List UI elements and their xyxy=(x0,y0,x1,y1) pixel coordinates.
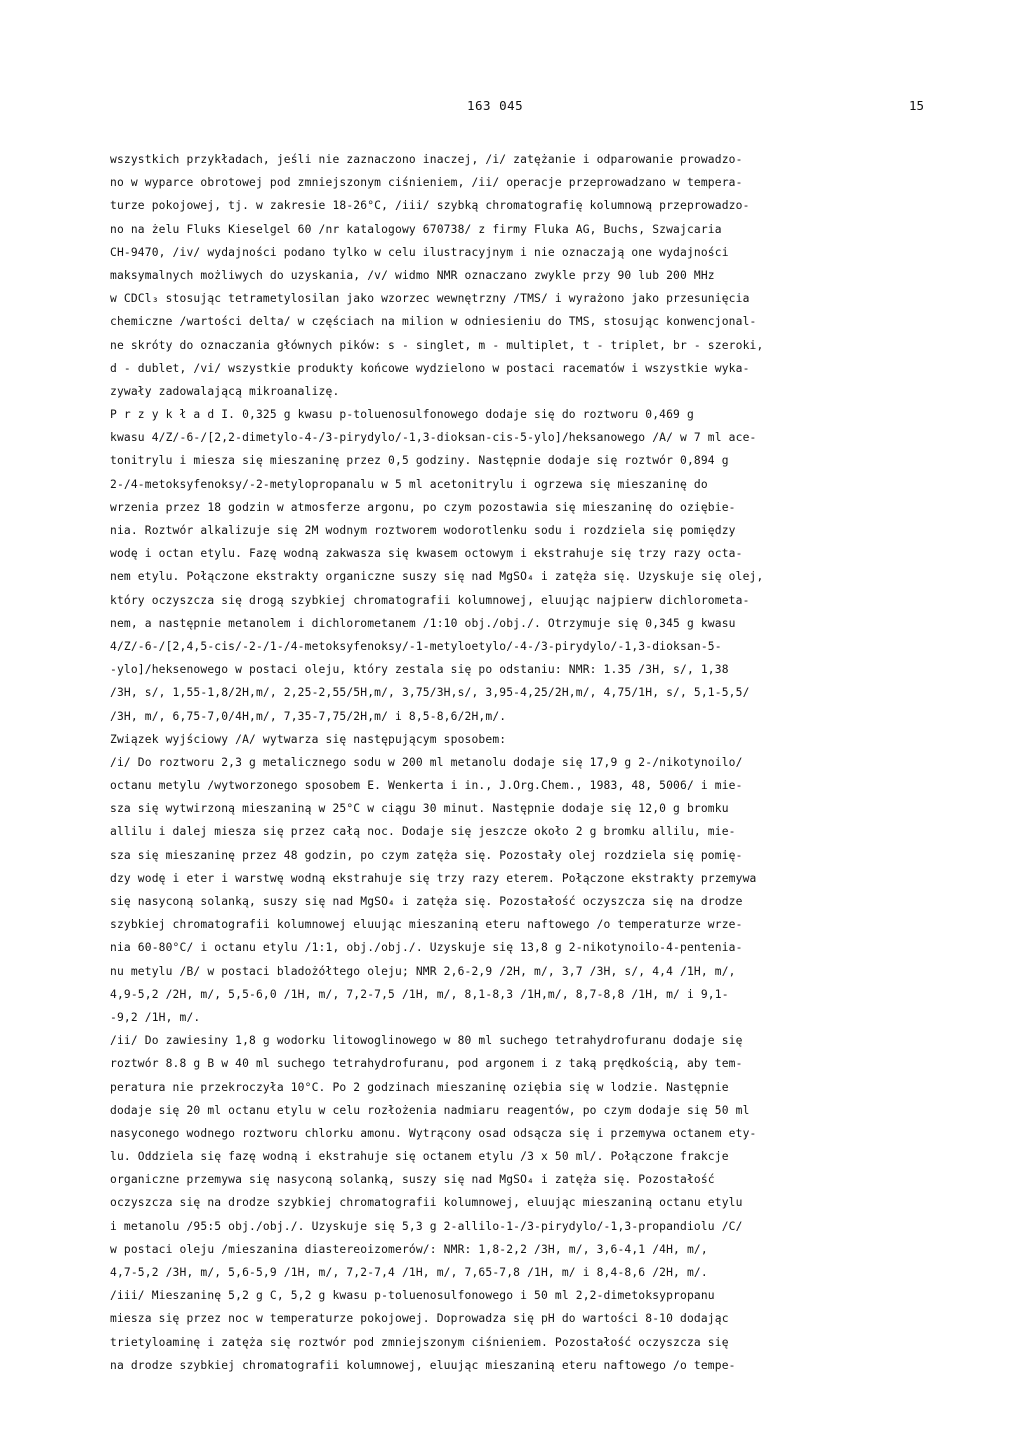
text-line: oczyszcza się na drodze szybkiej chromatografii kolumnowej, eluując mieszaniną octanu etylu xyxy=(110,1196,743,1210)
text-line: turze pokojowej, tj. w zakresie 18-26°C, /iii/ szybką chromatografię kolumnową przeprowadzo- xyxy=(110,199,750,213)
text-line: /i/ Do roztworu 2,3 g metalicznego sodu w 200 ml metanolu dodaje się 17,9 g 2-/nikotynoilo/ xyxy=(110,755,743,769)
text-line: CH-9470, /iv/ wydajności podano tylko w celu ilustracyjnym i nie oznaczają one wydajności xyxy=(110,245,729,259)
text-line: wrzenia przez 18 godzin w atmosferze argonu, po czym pozostawia się mieszaninę do oziębie- xyxy=(110,500,736,514)
text-line: w CDCl₃ stosując tetrametylosilan jako wzorzec wewnętrzny /TMS/ i wyrażono jako przesunięcia xyxy=(110,292,750,306)
body-text xyxy=(110,148,940,1377)
text-line: chemiczne /wartości delta/ w częściach na milion w odniesieniu do TMS, stosując konwencjonal- xyxy=(110,315,757,329)
text-line: wszystkich przykładach, jeśli nie zaznaczono inaczej, /i/ zatężanie i odparowanie prowadzo- xyxy=(110,153,743,166)
text-line: lu. Oddziela się fazę wodną i ekstrahuje się octanem etylu /3 x 50 ml/. Połączone frakcje xyxy=(110,1150,729,1164)
text-line: sza się wytwirzoną mieszaniną w 25°C w ciągu 30 minut. Następnie dodaje się 12,0 g bromku xyxy=(110,802,729,816)
text-line: nia. Roztwór alkalizuje się 2M wodnym roztworem wodorotlenku sodu i rozdziela się pomiędzy xyxy=(110,524,736,537)
text-line: organiczne przemywa się nasyconą solanką, suszy się nad MgSO₄ i zatęża się. Pozostałość xyxy=(110,1173,715,1187)
text-line: na drodze szybkiej chromatografii kolumnowej, eluując mieszaniną eteru naftowego /o tempe- xyxy=(110,1358,736,1372)
text-line: -ylo]/heksenowego w postaci oleju, który zestala się po odstaniu: NMR: 1.35 /3H, s/, 1,38 xyxy=(110,663,729,677)
text-line: 4,7-5,2 /3H, m/, 5,6-5,9 /1H, m/, 7,2-7,4 /1H, m/, 7,65-7,8 /1H, m/ i 8,4-8,6 /2H, m/. xyxy=(110,1266,708,1279)
text-line: dzy wodę i eter i warstwę wodną ekstrahuje się trzy razy eterem. Połączone ekstrakty przemywa xyxy=(110,871,757,885)
text-line: peratura nie przekroczyła 10°C. Po 2 godzinach mieszaninę oziębia się w lodzie. Następnie xyxy=(110,1080,729,1094)
text-line: maksymalnych możliwych do uzyskania, /v/ widmo NMR oznaczano zwykle przy 90 lub 200 MHz xyxy=(110,268,715,282)
text-line: P r z y k ł a d I. 0,325 g kwasu p-toluenosulfonowego dodaje się do roztworu 0,469 g xyxy=(110,408,694,422)
text-line: i metanolu /95:5 obj./obj./. Uzyskuje się 5,3 g 2-allilo-1-/3-pirydylo/-1,3-propandiolu /C/ xyxy=(110,1219,743,1233)
text-line: nem, a następnie metanolem i dichlorometanem /1:10 obj./obj./. Otrzymuje się 0,345 g kwasu xyxy=(110,616,736,630)
text-line: nia 60-80°C/ i octanu etylu /1:1, obj./obj./. Uzyskuje się 13,8 g 2-nikotynoilo-4-pentenia- xyxy=(110,941,743,955)
text-line: Związek wyjściowy /A/ wytwarza się następującym sposobem: xyxy=(110,732,507,746)
text-line: wodę i octan etylu. Fazę wodną zakwasza się kwasem octowym i ekstrahuje się trzy razy octa- xyxy=(110,547,743,561)
text-line: /3H, m/, 6,75-7,0/4H,m/, 7,35-7,75/2H,m/ i 8,5-8,6/2H,m/. xyxy=(110,709,507,723)
text-line: szybkiej chromatografii kolumnowej eluując mieszaniną eteru naftowego /o temperaturze wrze- xyxy=(110,918,743,932)
text-line: tonitrylu i miesza się mieszaninę przez 0,5 godziny. Następnie dodaje się roztwór 0,894 g xyxy=(110,454,729,468)
text-line: 4,9-5,2 /2H, m/, 5,5-6,0 /1H, m/, 7,2-7,5 /1H, m/, 8,1-8,3 /1H,m/, 8,7-8,8 /1H, m/ i 9,1- xyxy=(110,987,729,1001)
text-line: octanu metylu /wytworzonego sposobem E. Wenkerta i in., J.Org.Chem., 1983, 48, 5006/ i mie- xyxy=(110,779,743,793)
text-line: 4/Z/-6-/[2,4,5-cis/-2-/1-/4-metoksyfenoksy/-1-metyloetylo/-4-/3-pirydylo/-1,3-dioksan-5- xyxy=(110,639,722,653)
text-line: zywały zadowalającą mikroanalizę. xyxy=(110,384,340,398)
text-line: /ii/ Do zawiesiny 1,8 g wodorku litowoglinowego w 80 ml suchego tetrahydrofuranu dodaje się xyxy=(110,1034,743,1048)
text-line: allilu i dalej miesza się przez całą noc. Dodaje się jeszcze około 2 g bromku allilu, mie- xyxy=(110,825,736,839)
page-index: 15 xyxy=(909,98,925,113)
text-line: się nasyconą solanką, suszy się nad MgSO₄ i zatęża się. Pozostałość oczyszcza się na drodze xyxy=(110,895,743,908)
text-line: no na żelu Fluks Kieselgel 60 /nr katalogowy 670738/ z firmy Fluka AG, Buchs, Szwajcaria xyxy=(110,222,722,236)
text-line: w postaci oleju /mieszanina diastereoizomerów/: NMR: 1,8-2,2 /3H, m/, 3,6-4,1 /4H, m/, xyxy=(110,1242,708,1256)
document-number: 163 045 xyxy=(467,98,524,113)
text-line: /3H, s/, 1,55-1,8/2H,m/, 2,25-2,55/5H,m/, 3,75/3H,s/, 3,95-4,25/2H,m/, 4,75/1H, s/, 5,1-5,5/ xyxy=(110,686,750,700)
text-line: -9,2 /1H, m/. xyxy=(110,1010,201,1024)
text-line: który oczyszcza się drogą szybkiej chromatografii kolumnowej, eluując najpierw dichlorometa- xyxy=(110,593,750,607)
text-line: nu metylu /B/ w postaci bladożółtego oleju; NMR 2,6-2,9 /2H, m/, 3,7 /3H, s/, 4,4 /1H, m/, xyxy=(110,964,736,978)
text-line: ne skróty do oznaczania głównych pików: s - singlet, m - multiplet, t - triplet, br - szeroki, xyxy=(110,338,764,352)
text-line: miesza się przez noc w temperaturze pokojowej. Doprowadza się pH do wartości 8-10 dodając xyxy=(110,1312,729,1326)
text-line: trietyloaminę i zatęża się roztwór pod zmniejszonym ciśnieniem. Pozostałość oczyszcza się xyxy=(110,1335,729,1349)
text-line: sza się mieszaninę przez 48 godzin, po czym zatęża się. Pozostały olej rozdziela się pomię- xyxy=(110,848,743,862)
text-line: dodaje się 20 ml octanu etylu w celu rozłożenia nadmiaru reagentów, po czym dodaje się 50 ml xyxy=(110,1103,750,1117)
text-line: kwasu 4/Z/-6-/[2,2-dimetylo-4-/3-pirydylo/-1,3-dioksan-cis-5-ylo]/heksanowego /A/ w 7 ml ace- xyxy=(110,431,757,445)
text-line: nem etylu. Połączone ekstrakty organiczne suszy się nad MgSO₄ i zatęża się. Uzyskuje się olej, xyxy=(110,570,764,584)
text-line: 2-/4-metoksyfenoksy/-2-metylopropanalu w 5 ml acetonitrylu i ogrzewa się mieszaninę do xyxy=(110,477,708,491)
text-line: /iii/ Mieszaninę 5,2 g C, 5,2 g kwasu p-toluenosulfonowego i 50 ml 2,2-dimetoksypropanu xyxy=(110,1289,715,1303)
text-line: nasyconego wodnego roztworu chlorku amonu. Wytrącony osad odsącza się i przemywa octanem ety- xyxy=(110,1126,757,1140)
text-line: roztwór 8.8 g B w 40 ml suchego tetrahydrofuranu, pod argonem i z taką prędkością, aby tem- xyxy=(110,1057,743,1071)
text-line: d - dublet, /vi/ wszystkie produkty końcowe wydzielono w postaci racematów i wszystkie wyka- xyxy=(110,361,750,375)
text-line: no w wyparce obrotowej pod zmniejszonym ciśnieniem, /ii/ operacje przeprowadzano w tempera- xyxy=(110,176,743,190)
